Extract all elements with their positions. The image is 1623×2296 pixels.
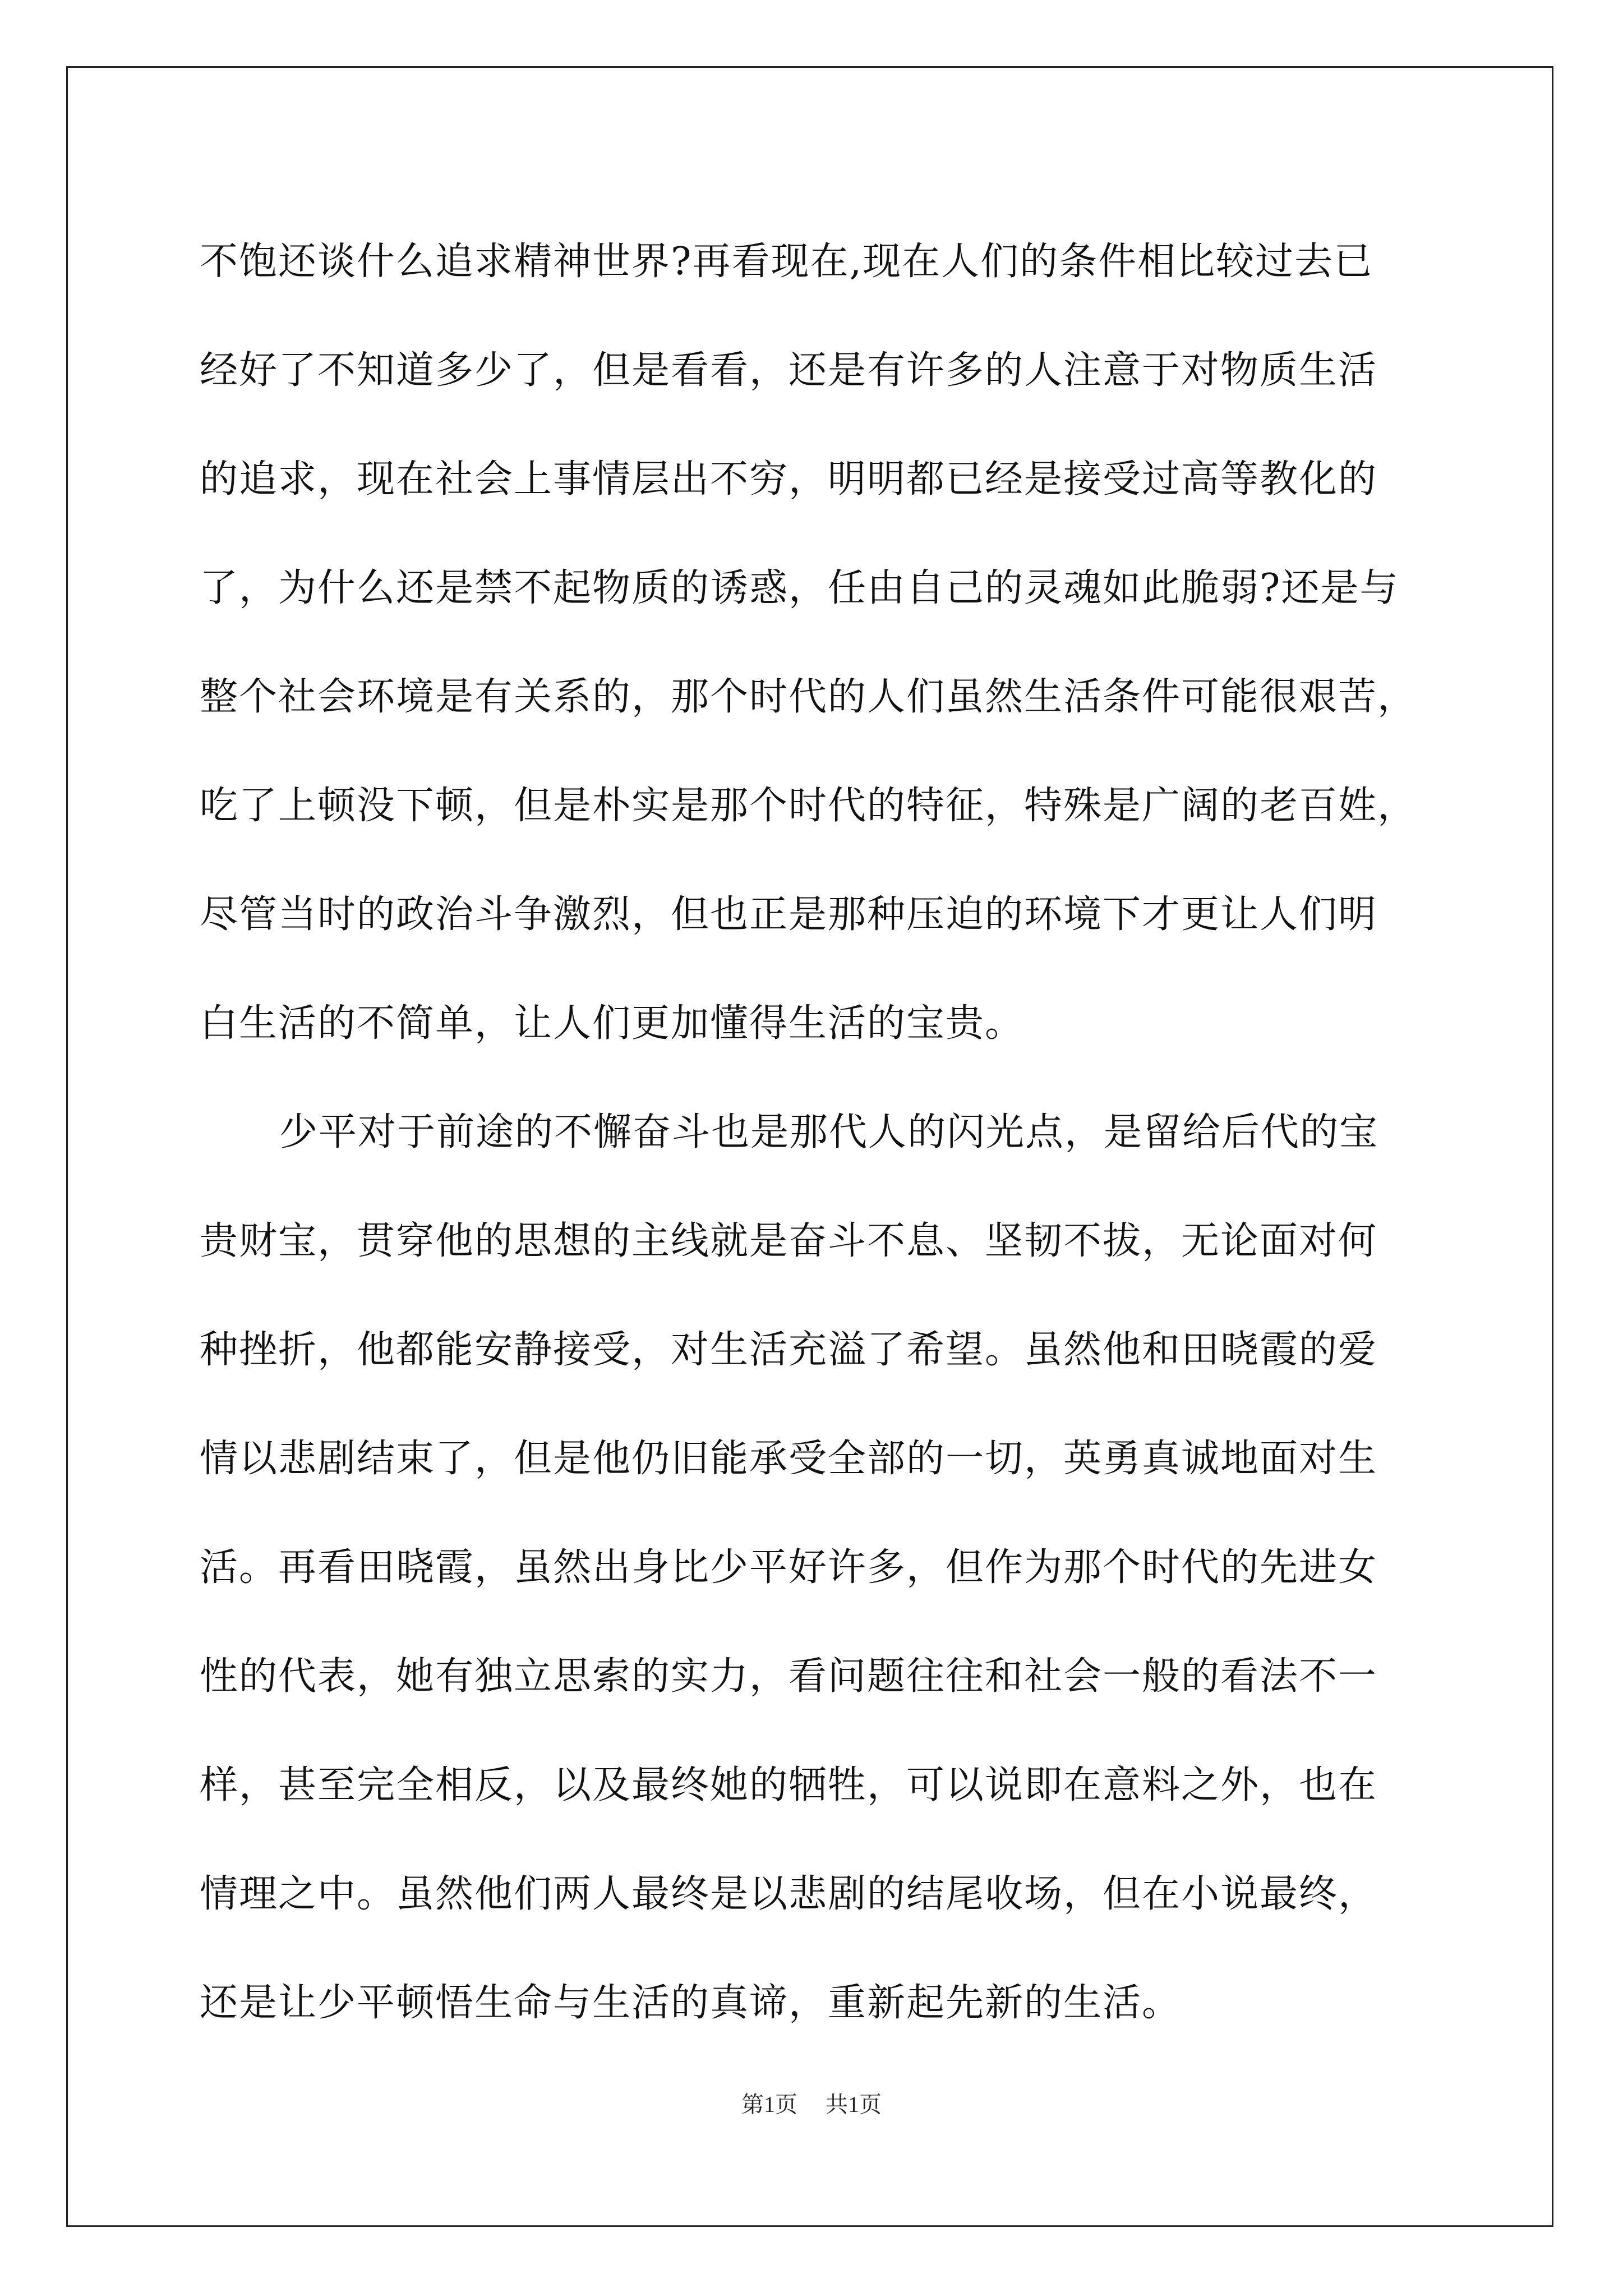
- text-line-9: 少平对于前途的不懈奋斗也是那代人的闪光点，是留给后代的宝: [279, 1110, 1379, 1154]
- text-line-7: 尽管当时的政治斗争激烈，但也正是那种压迫的环境下才更让人们明: [200, 892, 1378, 937]
- page-number: 第1页: [741, 2092, 797, 2117]
- text-line-8: 白生活的不简单，让人们更加懂得生活的宝贵。: [200, 1001, 1025, 1046]
- text-line-2: 经好了不知道多少了，但是看看，还是有许多的人注意于对物质生活: [200, 348, 1378, 393]
- document-body: [200, 208, 1433, 2058]
- text-line-14: 性的代表，她有独立思索的实力，看问题往往和社会一般的看法不一: [200, 1654, 1378, 1699]
- text-line-15: 样，甚至完全相反，以及最终她的牺牲，可以说即在意料之外，也在: [200, 1763, 1378, 1807]
- text-line-13: 活。再看田晓霞，虽然出身比少平好许多，但作为那个时代的先进女: [200, 1545, 1378, 1590]
- page-footer: [0, 2087, 1623, 2119]
- text-line-16: 情理之中。虽然他们两人最终是以悲剧的结尾收场，但在小说最终，: [200, 1872, 1378, 1916]
- page-total: 共1页: [826, 2092, 882, 2117]
- text-line-10: 贵财宝，贯穿他的思想的主线就是奋斗不息、坚韧不拔，无论面对何: [200, 1219, 1378, 1263]
- text-line-3: 的追求，现在社会上事情层出不穷，明明都已经是接受过高等教化的: [200, 457, 1378, 501]
- text-line-1: 不饱还谈什么追求精神世界?再看现在,现在人们的条件相比较过去已: [200, 240, 1373, 284]
- text-line-12: 情以悲剧结束了，但是他仍旧能承受全部的一切，英勇真诚地面对生: [200, 1437, 1378, 1481]
- text-line-5: 整个社会环境是有关系的，那个时代的人们虽然生活条件可能很艰苦，: [200, 675, 1417, 719]
- text-line-6: 吃了上顿没下顿，但是朴实是那个时代的特征，特殊是广阔的老百姓，: [200, 784, 1417, 828]
- text-line-17: 还是让少平顿悟生命与生活的真谛，重新起先新的生活。: [200, 1981, 1182, 2025]
- text-line-11: 种挫折，他都能安静接受，对生活充溢了希望。虽然他和田晓霞的爱: [200, 1328, 1378, 1372]
- text-line-4: 了，为什么还是禁不起物质的诱惑，任由自己的灵魂如此脆弱?还是与: [200, 566, 1399, 610]
